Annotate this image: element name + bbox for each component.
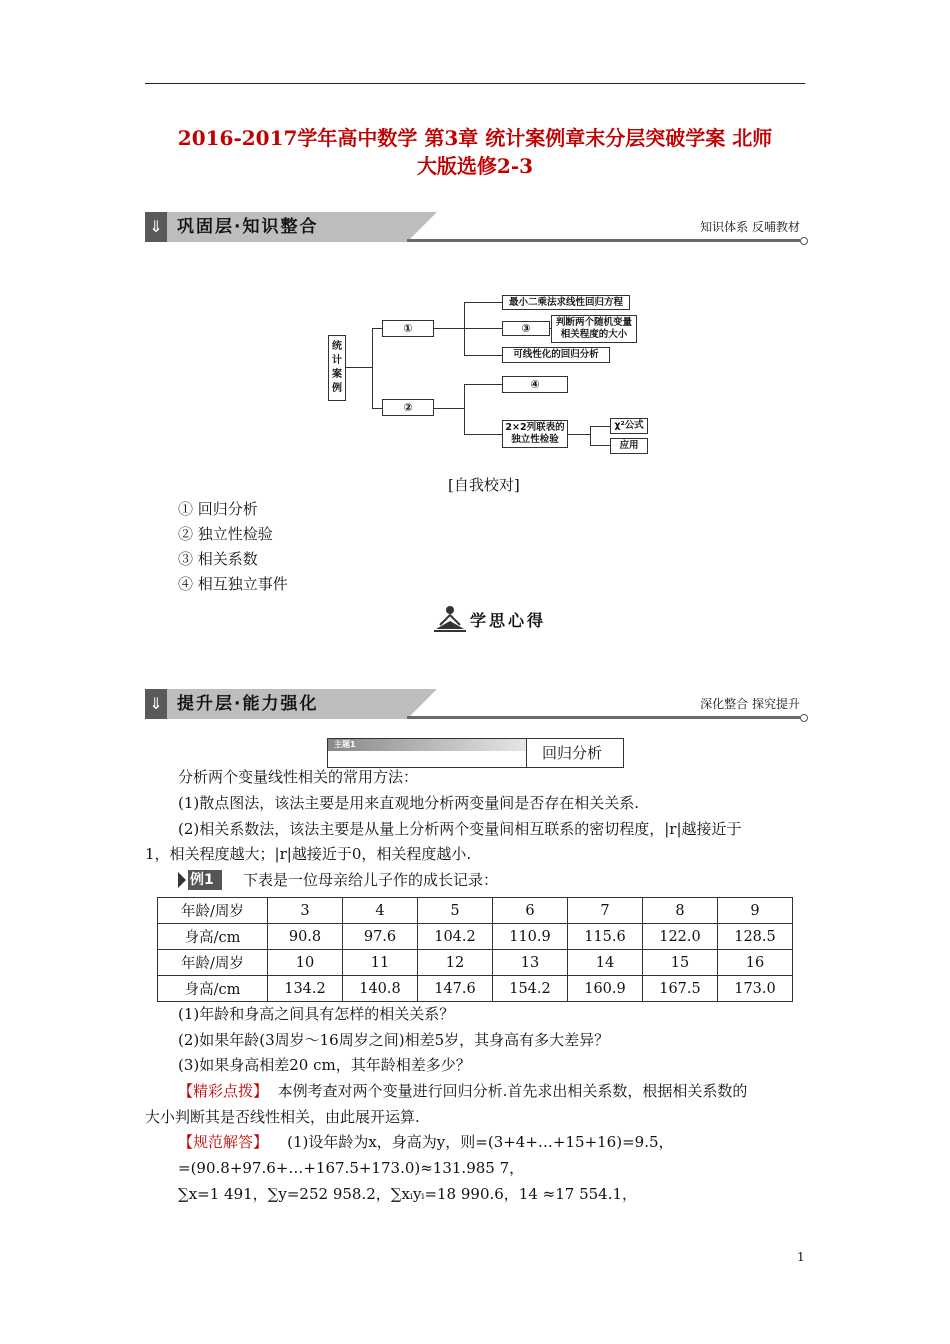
diagram-leaf-judge-line2: 相关程度的大小 [560,329,628,340]
table-cell: 5 [418,898,493,924]
table-cell: 167.5 [643,976,718,1002]
answer-item: ② 独立性检验 [178,525,273,543]
hint-text-a: 本例考查对两个变量进行回归分析.首先求出相关系数，根据相关系数的 [277,1082,748,1100]
table-cell: 97.6 [343,924,418,950]
solution-line-1 [178,1131,674,1153]
table-cell: 115.6 [568,924,643,950]
table-cell: 12 [418,950,493,976]
diagram-leaf-2x2 [502,420,568,448]
paragraph-method-1: (1)散点图法，该法主要是用来直观地分析两变量间是否存在相关关系. [178,794,640,812]
paragraph-intro: 分析两个变量线性相关的常用方法： [178,768,419,786]
diagram-node-3: ③ [502,321,550,336]
table-cell: 身高/cm [158,976,268,1002]
answer-item: ④ 相互独立事件 [178,575,288,593]
table-cell: 7 [568,898,643,924]
section-label: 巩固层·知识整合 [167,212,407,242]
solution-text-c: ∑x=1 491，∑y=252 958.2，∑xᵢyᵢ=18 990.6，14 ≈17 554.1， [178,1185,638,1203]
table-cell: 13 [493,950,568,976]
table-cell: 6 [493,898,568,924]
diagram-node-2: ② [382,399,434,416]
study-notes-label: 学思心得 [470,611,547,630]
diagram-leaf-apply: 应用 [610,438,648,454]
table-cell: 147.6 [418,976,493,1002]
table-cell: 16 [718,950,793,976]
table-cell: 3 [268,898,343,924]
topic-badge: 主题1 [334,740,356,749]
triangle-icon [178,872,186,888]
self-check-heading: [自我校对] [448,476,520,494]
section-header-consolidation [145,212,810,242]
paragraph-method-2b: 1，相关程度越大；|r|越接近于0，相关程度越小. [145,845,472,863]
growth-table [157,897,793,1002]
solution-tag: 【规范解答】 [178,1133,269,1151]
question-2: (2)如果年龄(3周岁～16周岁之间)相差5岁，其身高有多大差异？ [178,1031,610,1049]
table-cell: 身高/cm [158,924,268,950]
question-3: (3)如果身高相差20 cm，其年龄相差多少？ [178,1056,471,1074]
section-label: 提升层·能力强化 [167,689,407,719]
table-row [158,950,793,976]
solution-text-b: =(90.8+97.6+…+167.5+173.0)≈131.985 7， [178,1159,525,1177]
table-cell: 11 [343,950,418,976]
down-arrow-icon: ⇓ [145,212,167,242]
table-cell: 年龄/周岁 [158,950,268,976]
table-cell: 104.2 [418,924,493,950]
diagram-leaf-least-squares: 最小二乘法求线性回归方程 [502,295,630,310]
hint-text-b: 大小判断其是否线性相关，由此展开运算. [145,1108,420,1126]
diagram-node-1: ① [382,320,434,337]
table-row [158,898,793,924]
diagram-leaf-judge [551,315,637,343]
example-badge [178,870,226,890]
section-subtitle: 深化整合 探究提升 [700,697,800,711]
example-text: 下表是一位母亲给儿子作的成长记录： [243,871,499,889]
table-row [158,976,793,1002]
table-cell: 154.2 [493,976,568,1002]
section-subtitle: 知识体系 反哺教材 [700,220,800,234]
example-label: 例1 [188,870,222,890]
doc-title-line1: 2016-2017学年高中数学 第3章 统计案例章末分层突破学案 北师 [177,126,773,150]
knowledge-diagram [320,285,660,460]
topic-header [327,738,624,768]
paragraph-method-2a: (2)相关系数法，该法主要是从量上分析两个变量间相互联系的密切程度，|r|越接近于 [178,820,742,838]
diagram-node-4: ④ [502,376,568,393]
table-cell: 年龄/周岁 [158,898,268,924]
question-1: (1)年龄和身高之间具有怎样的相关关系？ [178,1005,455,1023]
header-rule [145,83,805,84]
table-cell: 10 [268,950,343,976]
diagram-leaf-2x2-line1: 2×2列联表的 [505,422,565,433]
diagram-leaf-linearizable: 可线性化的回归分析 [502,347,610,363]
table-cell: 122.0 [643,924,718,950]
table-cell: 8 [643,898,718,924]
reading-person-icon [432,603,468,633]
table-cell: 140.8 [343,976,418,1002]
table-row [158,924,793,950]
page-number: 1 [797,1250,805,1264]
circle-marker-icon [800,714,808,722]
answer-item: ① 回归分析 [178,500,258,518]
table-cell: 9 [718,898,793,924]
topic-band [328,739,526,751]
section-header-improvement [145,689,810,719]
diagram-leaf-2x2-line2: 独立性检验 [511,434,559,445]
solution-text-a: (1)设年龄为x，身高为y，则=(3+4+…+15+16)=9.5， [287,1133,674,1151]
table-cell: 134.2 [268,976,343,1002]
table-cell: 14 [568,950,643,976]
table-cell: 110.9 [493,924,568,950]
table-cell: 15 [643,950,718,976]
hint-tag: 【精彩点拨】 [178,1082,269,1100]
diagram-root: 统计案例 [328,335,346,401]
doc-title-line2: 大版选修2-3 [416,154,534,178]
down-arrow-icon: ⇓ [145,689,167,719]
study-notes-mark [432,603,552,633]
diagram-leaf-judge-line1: 判断两个随机变量 [555,317,632,328]
table-cell: 160.9 [568,976,643,1002]
answer-item: ③ 相关系数 [178,550,258,568]
circle-marker-icon [800,237,808,245]
table-cell: 90.8 [268,924,343,950]
table-cell: 4 [343,898,418,924]
table-cell: 128.5 [718,924,793,950]
hint-line-1 [178,1080,747,1102]
table-cell: 173.0 [718,976,793,1002]
diagram-leaf-chi-square: χ²公式 [610,418,648,434]
topic-label: 回归分析 [542,744,603,762]
